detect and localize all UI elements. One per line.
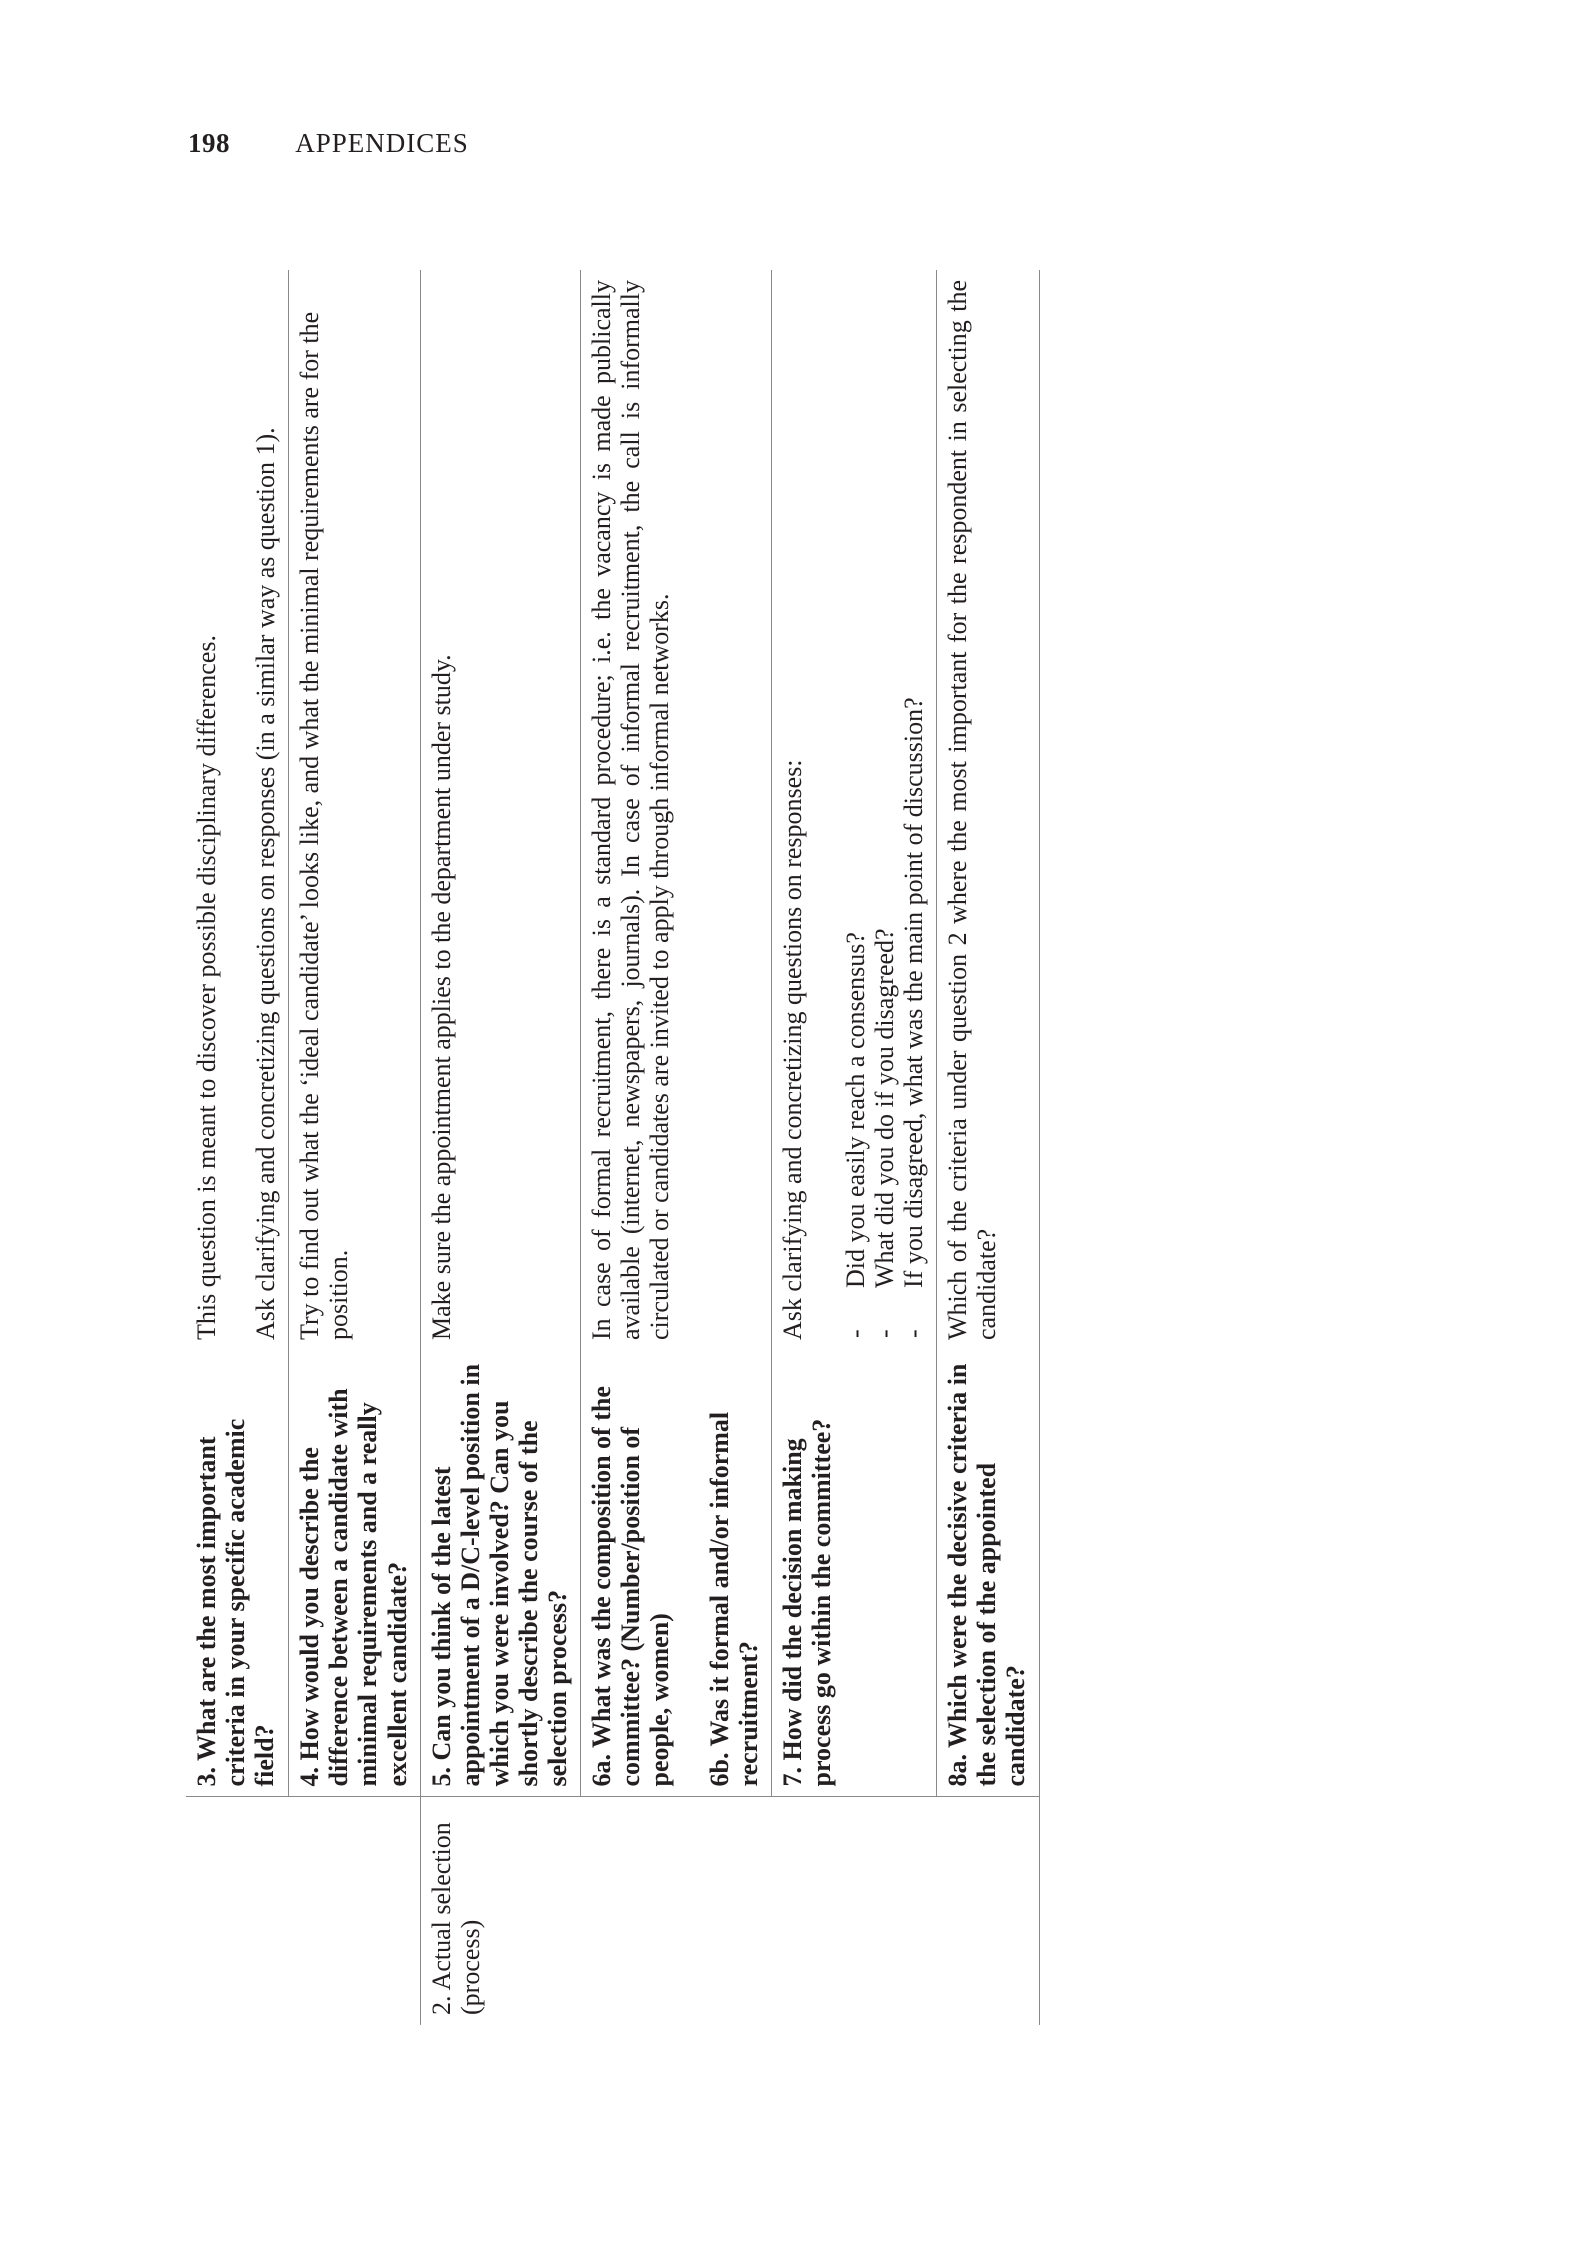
- table-row: [771, 270, 936, 2025]
- topic-cell: [186, 1797, 289, 2025]
- question-cell: [581, 1350, 772, 1797]
- guidance-text: This question is meant to discover possible disciplinary differences.: [192, 635, 221, 1340]
- topic-cell: [581, 1797, 772, 2025]
- topic-cell: [771, 1797, 936, 2025]
- table-row: [420, 270, 581, 2025]
- question-cell: 5. Can you think of the latest appointment of a D/C-level position in which you were involved? Can you shortly describe the course of the selection process?: [420, 1350, 581, 1797]
- question-cell: 3. What are the most important criteria in your specific academic field?: [192, 1418, 280, 1787]
- table-row: [186, 270, 289, 2025]
- section-title: APPENDICES: [295, 128, 469, 158]
- question-cell: 4. How would you describe the difference between a candidate with minimal requirements and a really excellent candidate?: [289, 1350, 420, 1797]
- list-item: - What did you do if you disagreed?: [870, 280, 899, 1340]
- running-header: [188, 128, 469, 159]
- guidance-cell: Make sure the appointment applies to the department under study.: [420, 270, 581, 1350]
- guidance-text: Ask clarifying and concretizing questions on responses (in a similar way as question 1).: [251, 427, 281, 1340]
- rotated-table-container: [186, 270, 1248, 2025]
- topic-cell: 2. Actual selection (process): [420, 1797, 581, 2025]
- question-text: 6b. Was it formal and/or informal recruitment?: [704, 1411, 763, 1787]
- guidance-cell: [771, 270, 936, 1350]
- guidance-cell: In case of formal recruitment, there is a standard procedure; i.e. the vacancy is made publically available (internet, newspapers, journals). In case of informal recruitment, the call is informally circulated or candidates are invited to apply through informal networks.: [581, 270, 772, 1350]
- list-item: - If you disagreed, what was the main point of discussion?: [899, 280, 928, 1340]
- question-cell: 7. How did the decision making process go within the committee?: [771, 1350, 936, 1797]
- table-row: [289, 270, 420, 2025]
- guidance-cell: Try to find out what the ‘ideal candidate’ looks like, and what the minimal requirements are for the position.: [289, 270, 420, 1350]
- guidance-cell: Which of the criteria under question 2 where the most important for the respondent in selecting the candidate?: [937, 270, 1039, 1350]
- topic-cell: [937, 1797, 1039, 2025]
- interview-guide-table: [186, 270, 1040, 2025]
- page-number: 198: [188, 128, 230, 158]
- guidance-cell: [186, 270, 289, 1350]
- guidance-bullet-list: [841, 280, 928, 1340]
- guidance-text: Ask clarifying and concretizing questions on responses:: [777, 759, 807, 1340]
- table-row: [937, 270, 1039, 2025]
- topic-cell: [289, 1797, 420, 2025]
- question-cell: 8a. Which were the decisive criteria in the selection of the appointed candidate?: [937, 1350, 1039, 1797]
- list-item: - Did you easily reach a consensus?: [841, 280, 870, 1340]
- table-row: [581, 270, 772, 2025]
- question-text: 6a. What was the composition of the committee? (Number/position of people, women): [587, 1386, 675, 1787]
